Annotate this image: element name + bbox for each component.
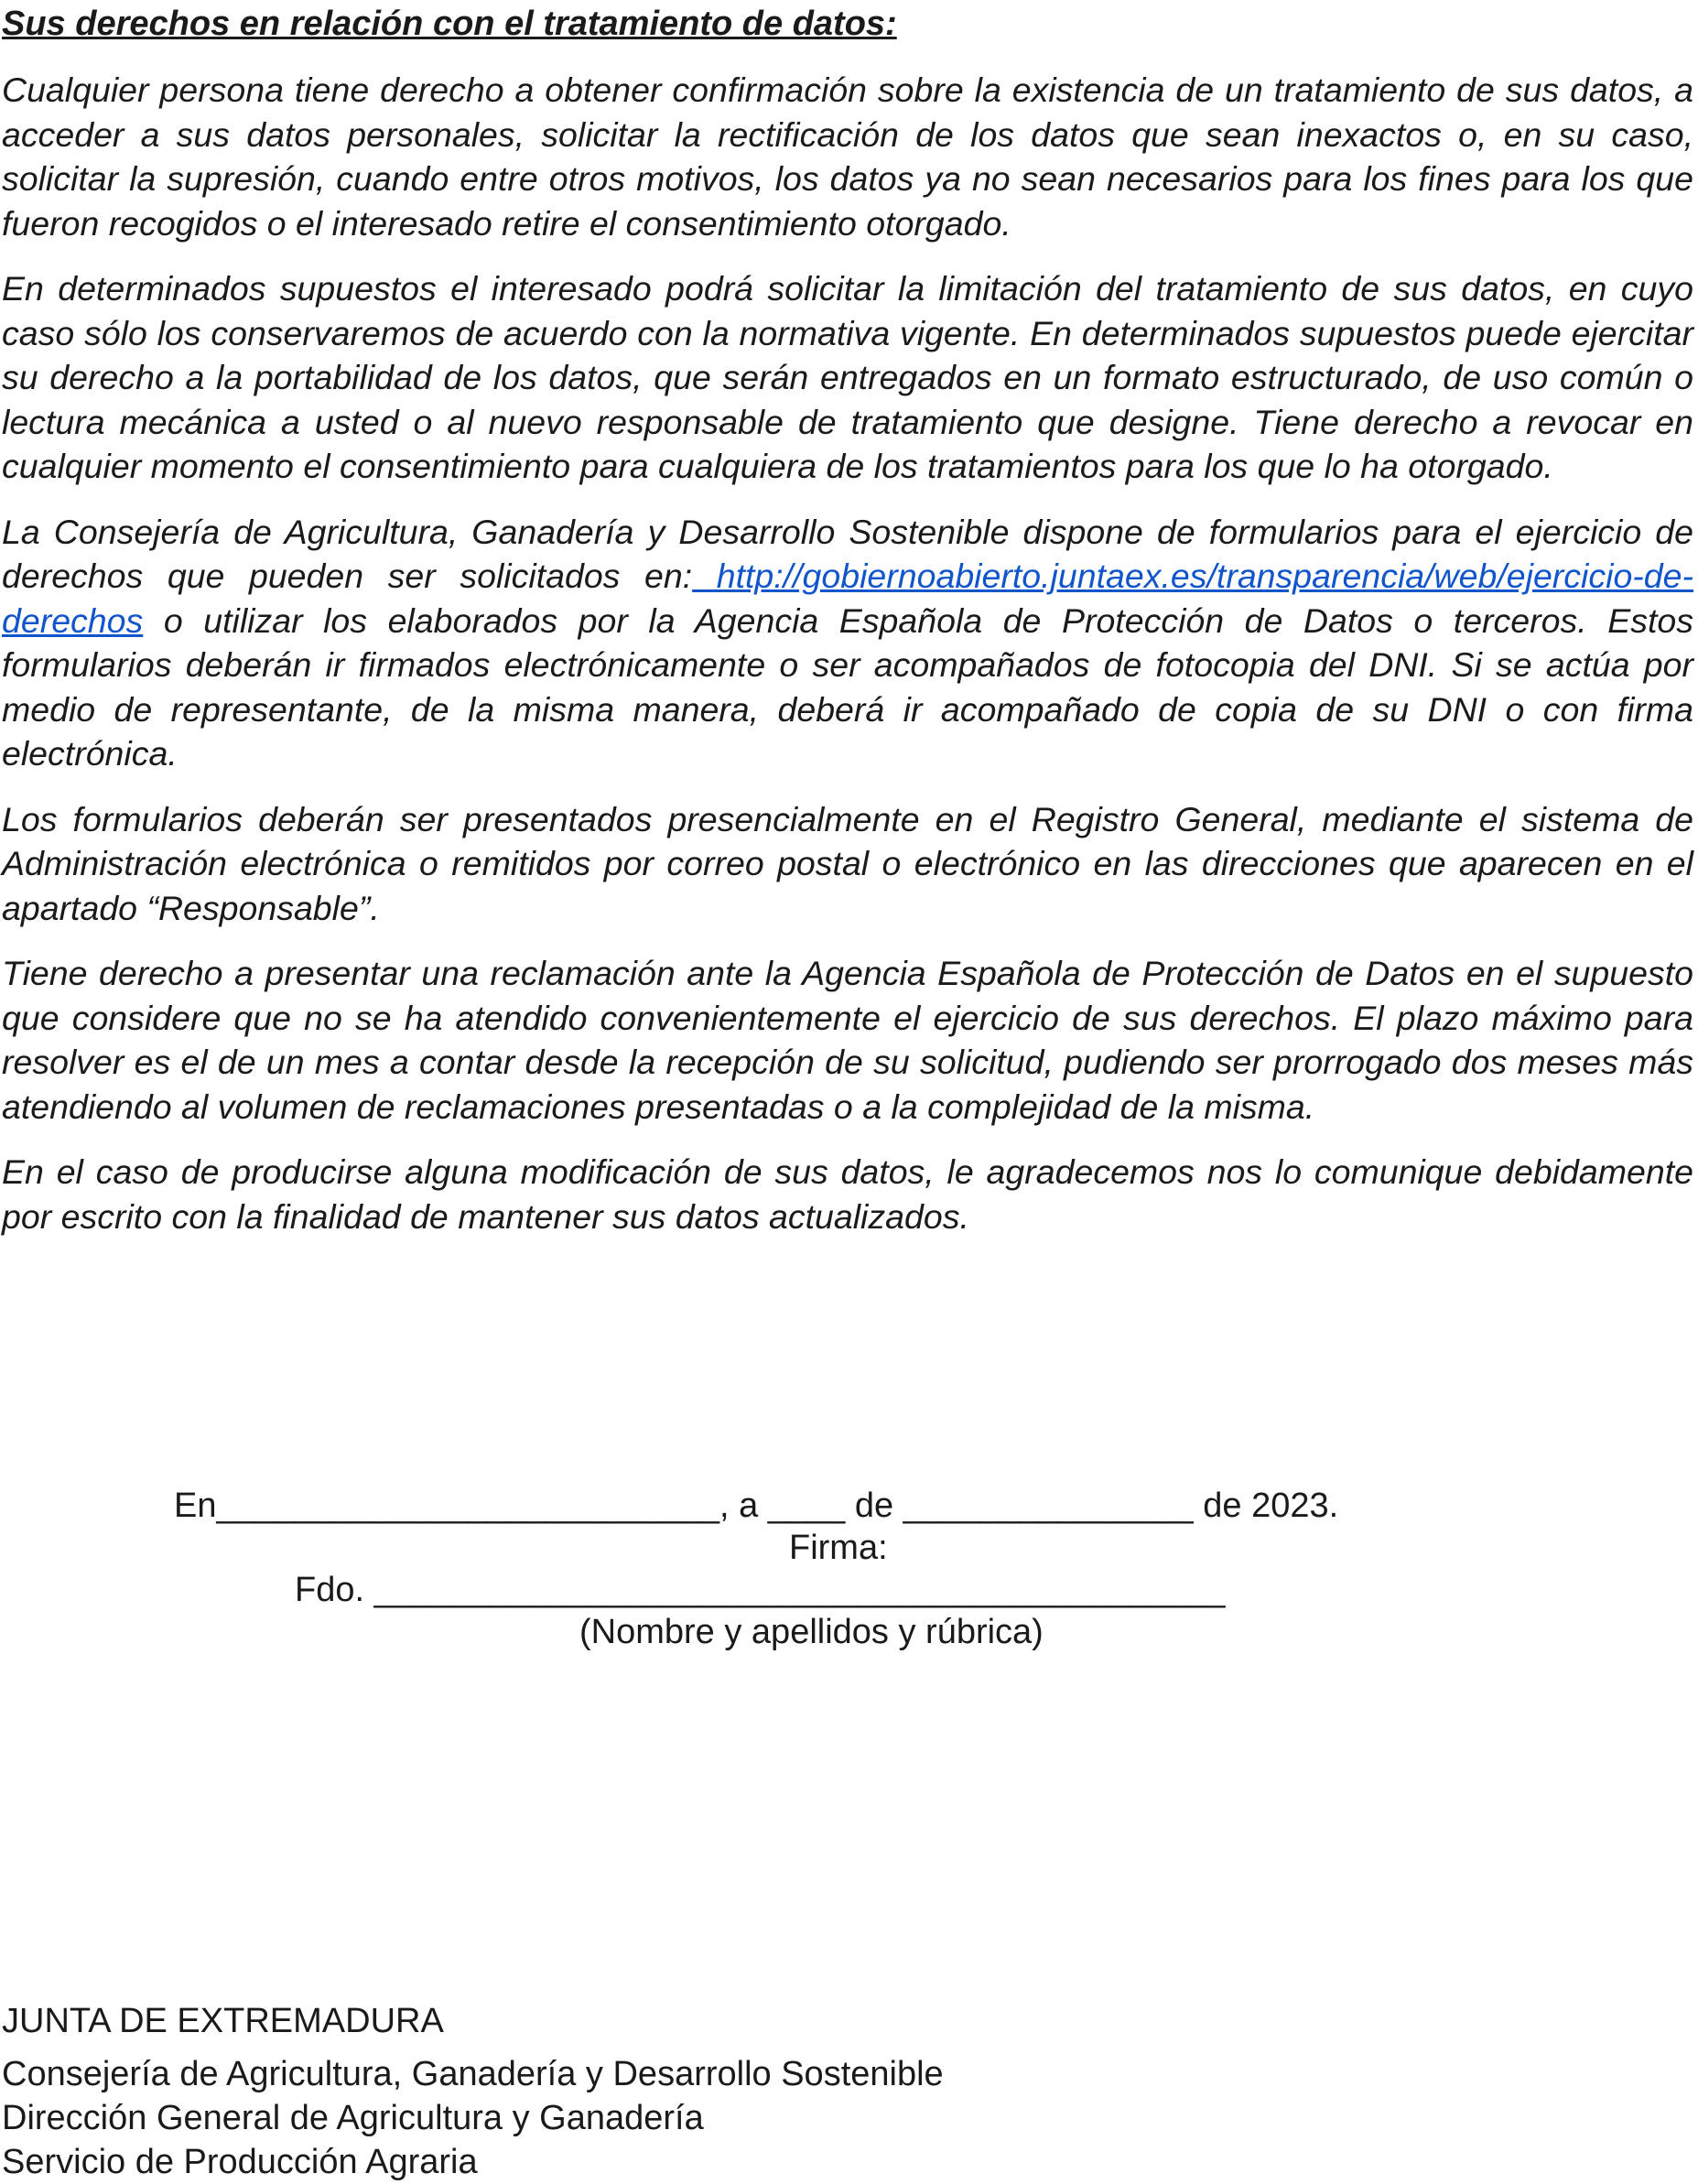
rights-forms-link[interactable]: http://gobiernoabierto.juntaex.es/transparencia/web/ejercicio-de-derechos [2, 557, 1693, 640]
document-body [2, 0, 1693, 1260]
footer-directorate: Dirección General de Agricultura y Ganadería [2, 2099, 704, 2137]
paragraph-data-update: En el caso de producirse alguna modificación de sus datos, le agradecemos nos lo comunique debidamente por escrito con la finalidad de mantener sus datos actualizados. [2, 1152, 1693, 1236]
paragraph-forms-rest: o utilizar los elaborados por la Agencia Española de Protección de Datos o terceros. Estos formularios deberán ir firmados electrónicamente o ser acompañados de fotocopia del DNI. Si se actúa por medio de representante, de la misma manera, deberá ir acompañado de copia de su DNI o con firma electrónica. [2, 600, 1693, 773]
signature-firma-label: Firma: [789, 1529, 888, 1567]
paragraph-rights-forms [2, 510, 1693, 776]
footer-service: Servicio de Producción Agraria [2, 2143, 478, 2181]
paragraph-complaint: Tiene derecho a presentar una reclamación ante la Agencia Española de Protección de Datos en el supuesto que considere que no se ha atendido convenientemente el ejercicio de sus derechos. El plazo máximo para resolver es el de un mes a contar desde la recepción de su solicitud, pudiendo ser prorrogado dos meses más atendiendo al volumen de reclamaciones presentadas o a la complejidad de la misma. [2, 954, 1693, 1126]
paragraph-rights-limitation: En determinados supuestos el interesado podrá solicitar la limitación del tratamiento de sus datos, en cuyo caso sólo los conservaremos de acuerdo con la normativa vigente. En determinados supuestos puede ejercitar su derecho a la portabilidad de los datos, que serán entregados en un formato estructurado, de uso común o lectura mecánica a usted o al nuevo responsable de tratamiento que designe. Tiene derecho a revocar en cualquier momento el consentimiento para cualquiera de los tratamientos para los que lo ha otorgado. [2, 269, 1693, 485]
signature-fdo-line: Fdo. ____________________________________________ [295, 1571, 1226, 1609]
signature-place-date: En__________________________, a ____ de _______________ de 2023. [174, 1487, 1339, 1525]
footer-org-name: JUNTA DE EXTREMADURA [2, 2002, 444, 2040]
section-title: Sus derechos en relación con el tratamiento de datos: [2, 5, 897, 43]
paragraph-rights-access: Cualquier persona tiene derecho a obtener confirmación sobre la existencia de un tratamiento de sus datos, a acceder a sus datos personales, solicitar la rectificación de los datos que sean inexactos o, en su caso, solicitar la supresión, cuando entre otros motivos, los datos ya no sean necesarios para los fines para los que fueron recogidos o el interesado retire el consentimiento otorgado. [2, 70, 1693, 243]
footer-organization [2, 1999, 944, 2184]
paragraph-forms-intro: La Consejería de Agricultura, Ganadería y Desarrollo Sostenible dispone de formularios para el ejercicio de derechos que pueden ser solicitados en: [2, 512, 1693, 595]
footer-department: Consejería de Agricultura, Ganadería y Desarrollo Sostenible [2, 2055, 944, 2093]
signature-hint: (Nombre y apellidos y rúbrica) [579, 1613, 1044, 1651]
paragraph-forms-submission: Los formularios deberán ser presentados presencialmente en el Registro General, mediante el sistema de Administración electrónica o remitidos por correo postal o electrónico en las direcciones que aparecen en el apartado “Responsable”. [2, 799, 1693, 927]
